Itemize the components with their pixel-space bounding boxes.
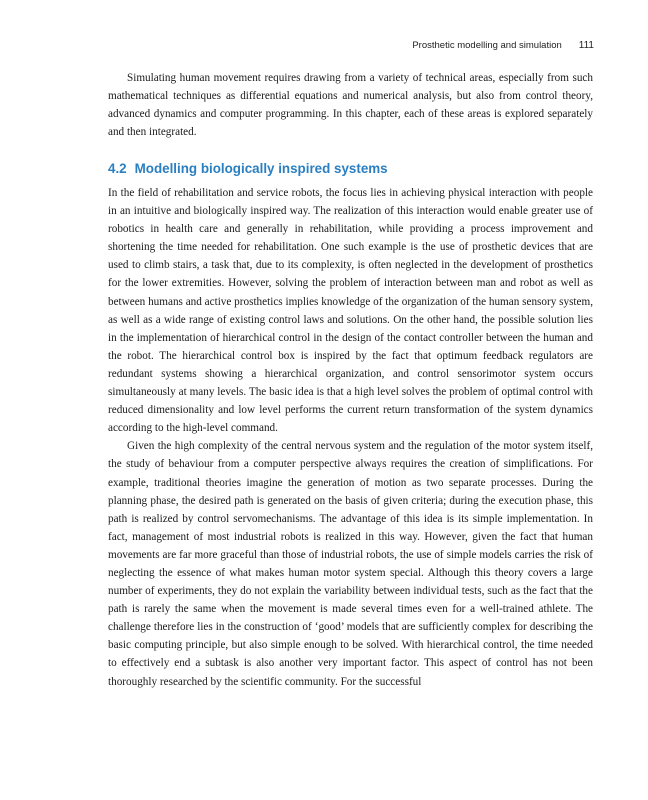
section-heading — [108, 158, 593, 178]
intro-paragraph: Simulating human movement requires drawing from a variety of technical areas, especially from such mathematical techniques as differential equations and numerical analysis, but also from control theory, advanced dynamics and computer programming. In this chapter, each of these areas is explored separately and then integrated. — [108, 72, 593, 139]
running-head — [108, 37, 594, 53]
running-head-title: Prosthetic modelling and simulation — [412, 39, 562, 51]
page-number: 111 — [578, 39, 594, 51]
section-number: 4.2 — [108, 160, 127, 176]
paragraph-2: Given the high complexity of the central nervous system and the regulation of the motor system itself, the study of behaviour from a computer perspective always requires the creation of simplifications. For example, traditional theories imagine the generation of motion as two separate processes. During the planning phase, the desired path is generated on the basis of given criteria; during the execution phase, this path is realized by control servomechanisms. The advantage of this idea is its simple implementation. In fact, management of most industrial robots is realized in this way. However, given the fact that human movements are far more graceful than those of industrial robots, the use of simple models carries the risk of neglecting the essence of what makes human motor system special. Although this theory covers a large number of experiments, they do not explain the variability between individual tests, such as the fact that the path is rarely the same when the movement is made several times even for a well-trained athlete. The challenge therefore lies in the construction of ‘good’ models that are sufficiently complex for describing the basic computing principle, but also simple enough to be solved. With hierarchical control, the time needed to effectively end a subtask is also another very important factor. This aspect of control has not been thoroughly researched by the scientific community. For the successful — [108, 440, 593, 688]
intro-block — [108, 69, 593, 141]
section-body — [108, 184, 593, 691]
paragraph-1: In the field of rehabilitation and service robots, the focus lies in achieving physical interaction with people in an intuitive and biologically inspired way. The realization of this interaction would enable greater use of robotics in health care and generally in rehabilitation, while providing a process improvement and shortening the time needed for rehabilitation. One such example is the use of prosthetic devices that are used to climb stairs, a task that, due to its complexity, is often neglected in the development of prosthetics for the lower extremities. However, solving the problem of interaction between man and robot as well as between humans and active prosthetics implies knowledge of the organization of the human sensory system, as well as a wide range of existing control laws and solutions. On the other hand, the possible solution lies in the implementation of hierarchical control in the design of the contact controller between the human and the robot. The hierarchical control box is inspired by the fact that optimum feedback regulators are redundant systems showing a hierarchical organization, and control sensorimotor system occurs simultaneously at many levels. The basic idea is that a high level solves the problem of optimal control with reduced dimensionality and low level performs the current return transformation of the system dynamics according to the high-level command. — [108, 187, 593, 435]
section-title: Modelling biologically inspired systems — [134, 160, 388, 176]
